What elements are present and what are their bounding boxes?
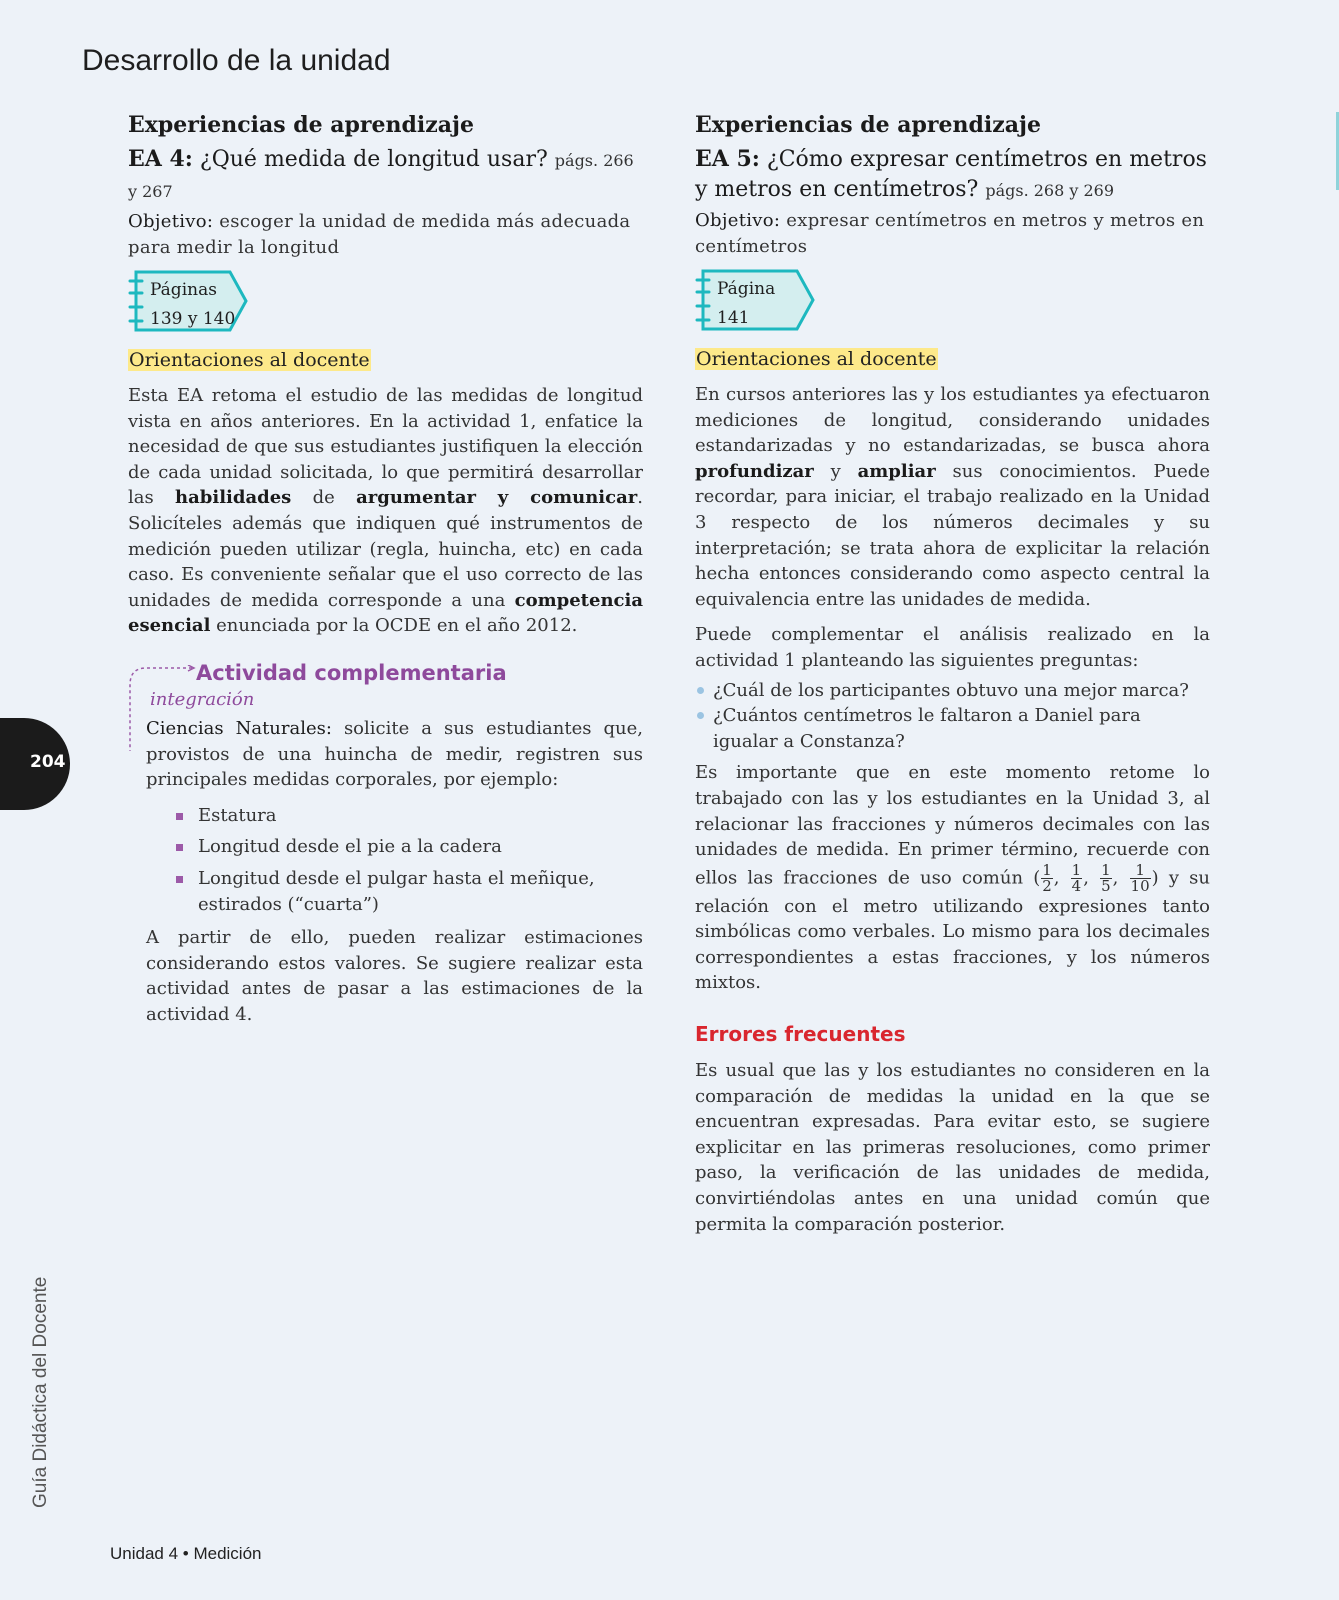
- fraction: [1100, 860, 1112, 895]
- list-item: [146, 834, 643, 860]
- page-tag-pages: 141: [717, 308, 750, 328]
- list-item: [695, 703, 1210, 754]
- text-run: En cursos anteriores las y los estudiantes ya efectuaron mediciones de longitud, considerando unidades estandarizadas y no estandarizadas, se busca ahora: [695, 384, 1210, 457]
- square-bullet-icon: [176, 876, 183, 883]
- objetivo-text: expresar centímetros en metros y metros en centímetros: [695, 210, 1205, 257]
- activity-heading: Actividad complementaria: [196, 660, 507, 685]
- orientaciones-heading: Orientaciones al docente: [129, 349, 370, 371]
- dashed-bracket: [126, 665, 196, 755]
- ea-question: ¿Cómo expresar centímetros en metros y metros en centímetros?: [695, 147, 1207, 202]
- objetivo-text: escoger la unidad de medida más adecuada para medir la longitud: [128, 211, 631, 258]
- activity-subheading: integración: [150, 688, 255, 710]
- text-run: sus conocimientos. Puede recordar, para iniciar, el trabajo realizado en la Unidad 3 respecto de los números decimales y su interpretación; se trata ahora de explicitar la relación hecha entonces considerando como aspecto central la equivalencia entre las unidades de medida.: [695, 460, 1210, 610]
- page-tag: [128, 269, 252, 333]
- list-item-text: Longitud desde el pulgar hasta el meñique, estirados (“cuarta”): [198, 867, 595, 915]
- bold-run: argumentar y comunicar: [356, 487, 638, 509]
- fraction-denominator: 2: [1042, 876, 1052, 895]
- fraction-numerator: 1: [1101, 860, 1111, 879]
- fraction-denominator: 4: [1071, 876, 1082, 895]
- text-run: . Solicíteles además que indiquen qué instrumentos de medición pueden utilizar (regla, huincha, etc) en cada caso. Es conveniente señalar que el uso correcto de las unidades de medida corresponde a una: [128, 487, 643, 611]
- question-list: [695, 678, 1210, 755]
- bold-run: competencia esencial: [128, 589, 643, 637]
- page-tag: [695, 268, 819, 332]
- errores-paragraph: Es usual que las y los estudiantes no consideren en la comparación de medidas la unidad en la que se encuentran expresadas. Para evitar esto, se sugiere explicitar en las primeras resoluciones, como primer paso, la verificación de las unidades de medida, convirtiéndolas antes en una unidad común que permita la comparación posterior.: [695, 1060, 1210, 1235]
- fraction-denominator: 5: [1101, 876, 1111, 895]
- list-item-text: ¿Cuántos centímetros le faltaron a Daniel para igualar a Constanza?: [713, 705, 1141, 752]
- bold-run: habilidades: [175, 487, 292, 509]
- complement-paragraph: Puede complementar el análisis realizado en la actividad 1 planteando las siguientes preguntas:: [695, 624, 1210, 671]
- bold-run: profundizar: [695, 460, 814, 482]
- ea-label: EA 4:: [128, 146, 193, 172]
- list-item: [146, 866, 643, 917]
- text-run: y: [813, 460, 858, 482]
- list-item: [146, 803, 643, 829]
- text-run: enunciada por la OCDE en el año 2012.: [210, 615, 578, 637]
- page-number-badge: [0, 718, 70, 810]
- section-heading: Experiencias de aprendizaje: [695, 112, 1041, 138]
- text-run: de: [291, 487, 357, 509]
- objetivo: [128, 209, 643, 261]
- page-tag-text: [150, 276, 235, 334]
- dot-bullet-icon: [697, 687, 704, 694]
- fraction: [1130, 860, 1151, 895]
- text-run: Esta EA retoma el estudio de las medidas de longitud vista en años anteriores. En la actividad 1, enfatice la necesidad de que sus estudiantes justifiquen la elección de cada unidad solicitada, lo que permitirá desarrollar las: [128, 385, 643, 509]
- orientaciones-paragraph: [695, 382, 1210, 612]
- dot-bullet-icon: [697, 712, 704, 719]
- activity-lead-label: Ciencias Naturales:: [146, 717, 332, 739]
- page-tag-text: [717, 275, 775, 333]
- page-tag-pages: 139 y 140: [150, 309, 236, 329]
- right-column: [695, 112, 1210, 1247]
- section-heading: Experiencias de aprendizaje: [128, 112, 474, 138]
- activity-closing: A partir de ello, pueden realizar estimaciones considerando estos valores. Se sugiere realizar esta actividad antes de pasar a las estimaciones de la actividad 4.: [146, 927, 643, 1025]
- objetivo-label: Objetivo:: [695, 210, 781, 231]
- ea-title: [695, 144, 1210, 206]
- ea-title: [128, 144, 643, 207]
- activity-lead: [146, 716, 643, 793]
- text-run: Es importante que en este momento retome lo trabajado con las y los estudiantes en la Unidad 3, al relacionar las fracciones y números decimales con las unidades de medida. En primer término, recuerde con ellos las fracciones de uso común (: [695, 762, 1210, 889]
- text-run: ) y su relación con el metro utilizando expresiones tanto simbólicas como verbales. Lo mismo para los decimales correspondientes a estas fracciones, y los números mixtos.: [695, 867, 1210, 994]
- fractions-paragraph: Es importante que en este momento retome lo trabajado con las y los estudiantes en la Unidad 3, al relacionar las fracciones y números decimales con las unidades de medida. En primer término, recuerde con ellos las fracciones de uso común ( $\frac{1}{2}$ , $\frac{1}{4}$ , $\frac{1}{5}$ , $\frac{1}{10}$ ) y su relación con el metro utilizando expresiones tanto simbólicas como verbales. Lo mismo para los decimales correspondientes a estas fracciones, y los números mixtos.: [695, 762, 1210, 994]
- objetivo: [695, 208, 1210, 260]
- fraction-numerator: 1: [1042, 860, 1052, 879]
- ea-pages-ref: págs. 266 y 267: [128, 151, 634, 201]
- fraction-numerator: 1: [1130, 863, 1151, 879]
- square-bullet-icon: [176, 813, 183, 820]
- footer: Unidad 4 • Medición: [110, 1544, 262, 1563]
- activity-list: [146, 803, 643, 917]
- ea-label: EA 5:: [695, 146, 760, 172]
- list-item: [695, 678, 1210, 704]
- ea-pages-ref: págs. 268 y 269: [985, 181, 1115, 200]
- page-tag-label: Páginas: [150, 280, 217, 300]
- activity-lead-text: solicite a sus estudiantes que, provistos de una huincha de medir, registren sus principales medidas corporales, por ejemplo:: [146, 717, 643, 791]
- bold-run: ampliar: [857, 460, 936, 482]
- fraction-numerator: 1: [1071, 860, 1082, 879]
- ea-question: ¿Qué medida de longitud usar?: [192, 147, 548, 172]
- errores-heading: Errores frecuentes: [695, 1022, 906, 1047]
- square-bullet-icon: [176, 844, 183, 851]
- actividad-complementaria: [128, 661, 643, 1028]
- page-title: Desarrollo de la unidad: [82, 44, 391, 77]
- page-number: 204: [30, 752, 66, 772]
- orientaciones-paragraph: [128, 383, 643, 639]
- objetivo-label: Objetivo:: [128, 211, 214, 232]
- fraction: [1071, 860, 1083, 895]
- fraction: [1041, 860, 1053, 895]
- fraction-denominator: 10: [1130, 876, 1150, 895]
- list-item-text: Longitud desde el pie a la cadera: [198, 836, 502, 858]
- side-label: Guía Didáctica del Docente: [30, 1276, 51, 1508]
- left-column: [128, 112, 643, 1037]
- list-item-text: Estatura: [198, 804, 277, 826]
- list-item-text: ¿Cuál de los participantes obtuvo una mejor marca?: [713, 679, 1189, 701]
- orientaciones-heading: Orientaciones al docente: [696, 348, 937, 370]
- page-tag-label: Página: [717, 279, 776, 299]
